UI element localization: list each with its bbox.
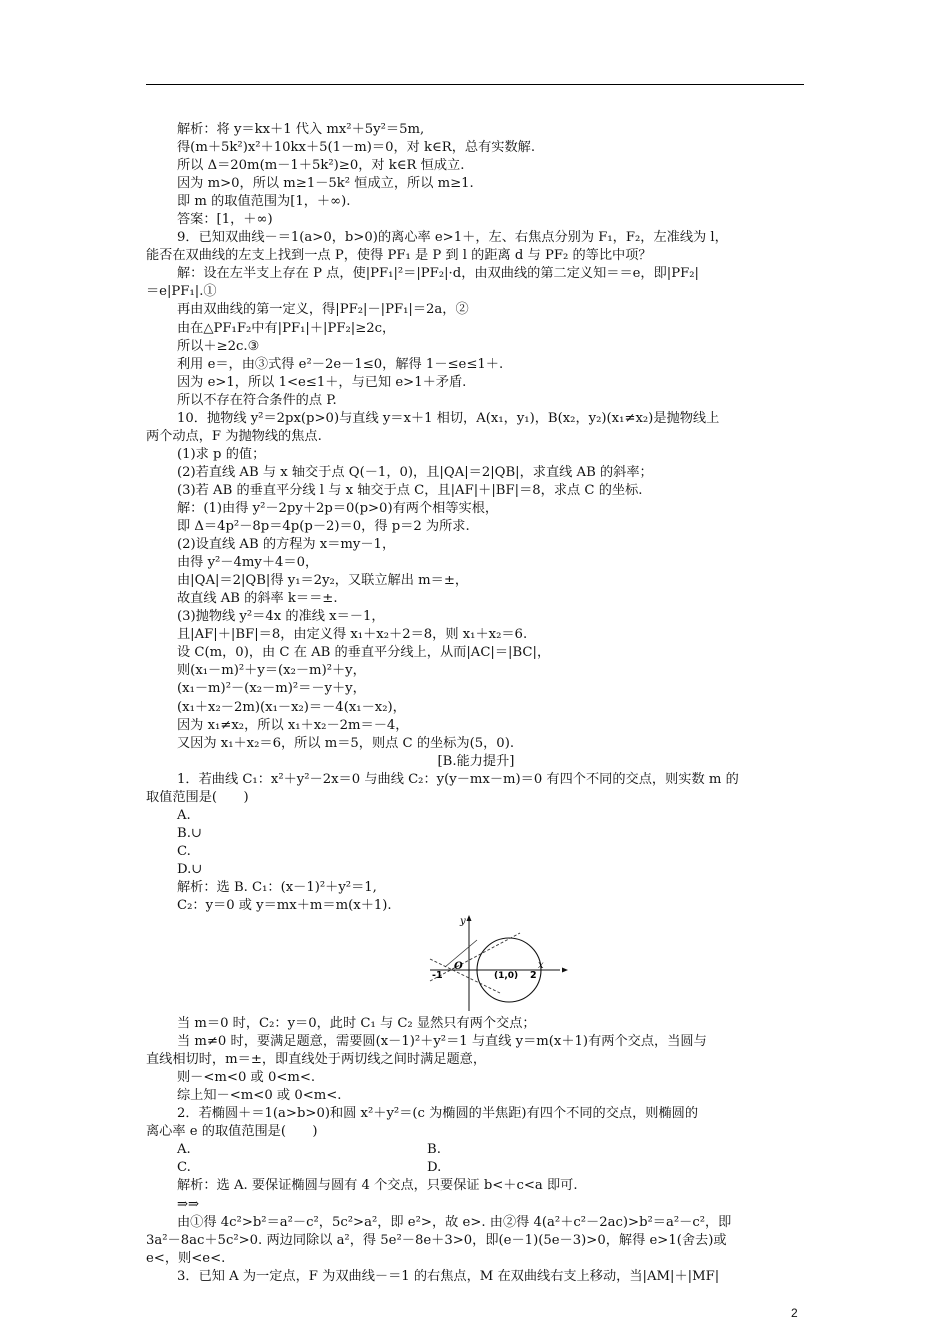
solution-block-b1-b2 [146, 1015, 806, 1141]
neg-one-label: -1 [432, 970, 443, 982]
text-line: 能否在双曲线的左支上找到一点 P，使得 PF₁ 是 P 到 l 的距离 d 与 PF₂ 的等比中项？ [146, 248, 652, 264]
text-line: D.∪ [177, 861, 203, 877]
text-line: 综上知－<m<0 或 0<m<. [177, 1088, 342, 1104]
text-line: 由在△PF₁F₂中有|PF₁|＋|PF₂|≥2c， [177, 320, 396, 336]
text-line: (2)若直线 AB 与 x 轴交于点 Q(－1，0)，且|QA|＝2|QB|，求直线 AB 的斜率； [177, 464, 653, 480]
section-title: [B.能力提升] [437, 753, 515, 769]
option-b: B. [427, 1142, 441, 1158]
text-line: 利用 e＝，由③式得 e²－2e－1≤0，解得 1－≤e≤1＋. [177, 356, 504, 372]
header-rule [146, 84, 804, 85]
text-line: ⇒⇒ [177, 1196, 200, 1212]
text-line: 2．若椭圆＋＝1(a>b>0)和圆 x²＋y²＝(c 为椭圆的半焦距)有四个不同的交点，则椭圆的 [177, 1106, 699, 1122]
text-line: 则－<m<0 或 0<m<. [177, 1070, 316, 1086]
text-line: 由|QA|＝2|QB|得 y₁＝2y₂，又联立解出 m＝±， [177, 573, 469, 589]
text-line: 所以不存在符合条件的点 P. [177, 392, 337, 408]
origin-label: O [454, 961, 463, 973]
center-label: (1,0) [494, 971, 519, 982]
text-line: 离心率 e 的取值范围是( ) [146, 1124, 318, 1140]
text-line: 解析：选 A. 要保证椭圆与圆有 4 个交点，只要保证 b<＋c<a 即可. [177, 1178, 578, 1194]
options-row-ab [146, 1141, 806, 1159]
y-axis-arrow [467, 915, 472, 921]
text-line: C₂：y＝0 或 y＝mx＋m＝m(x＋1). [177, 898, 392, 914]
text-line: 所以＋≥2c.③ [177, 338, 260, 354]
text-line: 1．若曲线 C₁：x²＋y²－2x＝0 与曲线 C₂：y(y－mx－m)＝0 有四个不同的交点，则实数 m 的 [177, 771, 739, 787]
document-body [146, 121, 806, 1286]
text-line: 再由双曲线的第一定义，得|PF₂|－|PF₁|＝2a，② [177, 302, 469, 318]
circle-tangent-figure [410, 915, 544, 1015]
text-line: B.∪ [177, 825, 202, 841]
text-line: 即 Δ＝4p²－8p＝4p(p－2)＝0，得 p＝2 为所求. [177, 519, 470, 535]
two-label: 2 [530, 970, 537, 982]
text-line: 3．已知 A 为一定点，F 为双曲线－＝1 的右焦点，M 在双曲线右支上移动，当|AM|＋|MF| [177, 1268, 720, 1284]
text-line: 又因为 x₁＋x₂＝6，所以 m＝5，则点 C 的坐标为(5，0). [177, 735, 515, 751]
text-line: 取值范围是( ) [146, 789, 249, 805]
page-number: 2 [791, 1306, 798, 1320]
text-line: 解：设在左半支上存在 P 点，使|PF₁|²＝|PF₂|·d，由双曲线的第二定义知＝＝e，即|PF₂| [177, 266, 700, 282]
x-axis-label: x [538, 960, 544, 972]
text-line: 解析：将 y＝kx＋1 代入 mx²＋5y²＝5m, [177, 122, 425, 137]
y-axis-label: y [460, 916, 466, 928]
text-line: (3)抛物线 y²＝4x 的准线 x＝－1， [177, 609, 385, 625]
text-line: 即 m 的取值范围为[1，＋∞). [177, 194, 351, 210]
text-line: (2)设直线 AB 的方程为 x＝my－1， [177, 537, 396, 553]
text-line: 故直线 AB 的斜率 k＝＝±. [177, 591, 338, 607]
text-line: 解：(1)由得 y²－2py＋2p＝0(p>0)有两个相等实根， [177, 500, 499, 516]
text-line: 当 m≠0 时，要满足题意，需要圆(x－1)²＋y²＝1 与直线 y＝m(x＋1)有两个交点，当圆与 [177, 1034, 707, 1050]
options-row-cd [146, 1159, 806, 1177]
text-line: 直线相切时，m＝±，即直线处于两切线之间时满足题意， [146, 1052, 487, 1068]
text-line: ＝e|PF₁|.① [146, 284, 217, 300]
text-line: 答案：[1，＋∞) [177, 212, 273, 228]
text-line: 得(m＋5k²)x²＋10kx＋5(1－m)＝0，对 k∈R，总有实数解. [177, 140, 536, 156]
text-line: 且|AF|＋|BF|＝8，由定义得 x₁＋x₂＋2＝8，则 x₁＋x₂＝6. [177, 627, 528, 643]
text-line: C. [177, 843, 191, 859]
text-line: 所以 Δ＝20m(m－1＋5k²)≥0，对 k∈R 恒成立. [177, 158, 465, 174]
x-axis-arrow [562, 968, 568, 973]
text-line: 9．已知双曲线－＝1(a>0，b>0)的离心率 e>1＋，左、右焦点分别为 F₁，F₂，左准线为 l， [177, 230, 728, 246]
solution-block-q8-q10 [146, 121, 806, 753]
text-line: 因为 m>0，所以 m≥1－5k² 恒成立，所以 m≥1. [177, 176, 474, 192]
circle-diagram [146, 915, 806, 1015]
text-line: 因为 x₁≠x₂，所以 x₁＋x₂－2m＝－4， [177, 717, 409, 733]
text-line: 10．抛物线 y²＝2px(p>0)与直线 y＝x＋1 相切，A(x₁，y₁)，B(x₂，y₂)(x₁≠x₂)是抛物线上 [177, 410, 720, 426]
text-line: 3a²－8ac＋5c²>0. 两边同除以 a²，得 5e²－8e＋3>0，即(e－1)(5e－3)>0，解得 e>1(舍去)或 [146, 1232, 727, 1248]
text-line: 则(x₁－m)²＋y＝(x₂－m)²＋y， [177, 663, 366, 679]
text-line: (x₁－m)²－(x₂－m)²＝－y＋y， [177, 681, 366, 697]
text-line: (1)求 p 的值； [177, 446, 266, 462]
text-line: 当 m＝0 时，C₂：y＝0，此时 C₁ 与 C₂ 显然只有两个交点； [177, 1016, 536, 1032]
text-line: 由①得 4c²>b²＝a²－c²，5c²>a²，即 e²>，故 e>. 由②得 4(a²＋c²－2ac)>b²＝a²－c²，即 [177, 1214, 732, 1230]
text-line: 解析：选 B. C₁：(x－1)²＋y²＝1, [177, 879, 377, 895]
text-line: (3)若 AB 的垂直平分线 l 与 x 轴交于点 C，且|AF|＋|BF|＝8，求点 C 的坐标. [177, 482, 643, 498]
option-d: D. [427, 1160, 442, 1176]
text-line: A. [177, 807, 191, 823]
text-line: e<，则<e<. [146, 1250, 226, 1266]
option-a: A. [177, 1142, 191, 1158]
text-line: 设 C(m，0)，由 C 在 AB 的垂直平分线上，从而|AC|＝|BC|， [177, 645, 551, 661]
text-line: (x₁＋x₂－2m)(x₁－x₂)＝－4(x₁－x₂)， [177, 699, 406, 715]
option-c: C. [177, 1160, 191, 1176]
solution-block-b2-b3 [146, 1177, 806, 1285]
text-line: 由得 y²－4my＋4＝0， [177, 555, 319, 571]
text-line: 因为 e>1，所以 1<e≤1＋，与已知 e>1＋矛盾. [177, 374, 467, 390]
question-block-b1 [146, 771, 806, 915]
text-line: 两个动点，F 为抛物线的焦点. [146, 428, 322, 444]
